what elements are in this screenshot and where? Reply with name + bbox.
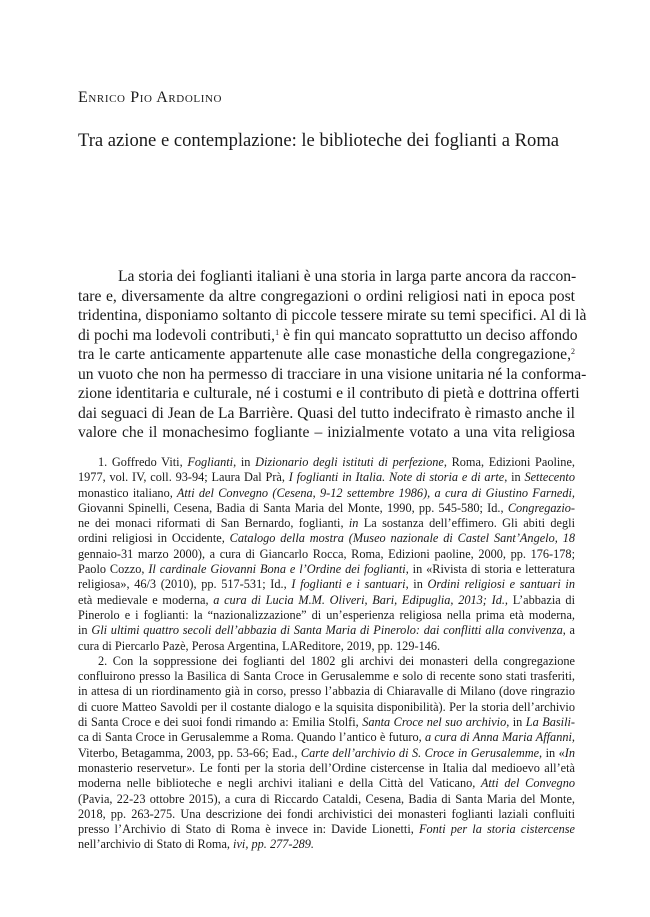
italic-text: Gli ultimi quattro secoli dell’abbazia di Santa Maria di Pinerolo: dai conflitti alla convivenza bbox=[91, 623, 563, 638]
body-line: tridentina, disponiamo soltanto di piccole tessere mirate su temi specifici. Al di là bbox=[78, 307, 587, 324]
footnote-text: , in bbox=[506, 715, 526, 730]
footnote-text: ordini religiosi in Occidente bbox=[78, 531, 222, 546]
footnote-ref-2[interactable]: 2 bbox=[571, 347, 575, 356]
footnote-line bbox=[78, 837, 575, 852]
italic-text: Dizionario degli istituti di perfezione bbox=[255, 455, 444, 469]
italic-text: Santa Croce nel suo archivio bbox=[362, 715, 507, 730]
footnote-text: nell’archivio di Stato di Roma bbox=[78, 837, 227, 852]
footnote-text: monastico italiano bbox=[78, 485, 170, 500]
footnote-text: , in bbox=[233, 455, 256, 469]
footnote-text: in bbox=[78, 623, 92, 638]
footnote-text: in attesa di un riordinamento già in corso, presso l’abbazia di Chiaravalle di Milano (dove ringrazio bbox=[78, 684, 575, 699]
article-title: Tra azione e contemplazione: le biblioteche dei foglianti a Roma bbox=[78, 130, 560, 151]
footnote-line bbox=[78, 455, 575, 470]
footnote-line bbox=[78, 531, 575, 546]
footnote-text: presso l’Archivio di Stato di Roma è invece in: Davide Lionetti, bbox=[78, 822, 419, 837]
italic-text: , a cura di Anna Maria Affanni, bbox=[418, 730, 575, 745]
footnote-line bbox=[78, 761, 575, 776]
body-line bbox=[78, 345, 575, 365]
footnote-text: 2018, pp. 263-275. Una descrizione dei fondi archivistici dei monasteri foglianti laziali confluiti bbox=[78, 806, 575, 821]
body-line-text: tra le carte anticamente appartenute alle case monastiche della congregazione, bbox=[78, 346, 571, 363]
footnote-text: Viterbo, Betagamma, 2003, pp. 53-66; Ead., bbox=[78, 745, 301, 760]
footnote-line bbox=[78, 746, 575, 761]
footnote-text: età medievale e moderna bbox=[78, 592, 206, 607]
footnote-line bbox=[78, 623, 575, 638]
footnote-text: monasterio reservetur bbox=[78, 760, 187, 775]
italic-text: Settecento bbox=[524, 470, 575, 485]
footnote-ref-1[interactable]: 1 bbox=[275, 327, 280, 337]
footnote-line bbox=[78, 776, 575, 791]
footnote-line bbox=[78, 715, 575, 730]
author-name: Enrico Pio Ardolino bbox=[78, 89, 223, 106]
footnote-line bbox=[78, 501, 575, 516]
body-line: un vuoto che non ha permesso di tracciare in una visione unitaria né la conforma- bbox=[78, 365, 587, 383]
footnote-text: cura di Piercarlo Pazè, Perosa Argentina, LAReditore, 2019, pp. 129-146. bbox=[78, 638, 441, 653]
footnote-1 bbox=[78, 455, 575, 654]
body-line: dai seguaci di Jean de La Barrière. Quasi del tutto indecifrato è rimasto anche il bbox=[78, 404, 575, 422]
italic-text: Congregazio- bbox=[507, 500, 575, 515]
footnote-line bbox=[78, 608, 575, 623]
footnote-text: Le fonti per la storia dell’Ordine cistercense in Italia dal medioevo all’età bbox=[199, 760, 575, 775]
body-paragraph bbox=[78, 267, 587, 443]
italic-text: ». bbox=[186, 760, 200, 775]
footnote-line bbox=[78, 730, 575, 745]
footnote-text: di cuore Matteo Savoldi per il costante dialogo e la squisita disponibilità). Per la storia dell’archivio bbox=[78, 699, 575, 714]
italic-text: Foglianti bbox=[187, 455, 234, 469]
footnote-line bbox=[78, 547, 575, 562]
body-line bbox=[78, 326, 578, 346]
italic-text: , ivi, pp. 277-289. bbox=[226, 837, 314, 852]
footnote-text: Giovanni Spinelli, Cesena, Badia di Santa Maria del Monte, 1990, pp. 545-580; Id., bbox=[78, 500, 508, 515]
footnote-line bbox=[78, 593, 575, 608]
italic-text: , bbox=[571, 607, 575, 622]
footnote-line bbox=[78, 562, 575, 577]
footnote-line bbox=[78, 822, 575, 837]
footnote-line bbox=[78, 486, 575, 501]
footnote-2 bbox=[78, 654, 575, 853]
italic-text: Ordini religiosi e santuari in bbox=[427, 577, 575, 592]
footnote-text: religiosa», 46/3 (2010), pp. 517-531; Id., bbox=[78, 577, 292, 592]
footnote-text: Paolo Cozzo, bbox=[78, 562, 149, 577]
italic-text: , in bbox=[340, 516, 364, 531]
footnote-line bbox=[78, 807, 575, 822]
footnote-text: 2. Con la soppressione dei foglianti del 1802 gli archivi dei monasteri della congregazione bbox=[98, 653, 575, 668]
footnote-text: confluirono presso la Basilica di Santa Croce in Gerusalemme e solo di recente sono stati trasferiti, bbox=[78, 669, 575, 684]
italic-text: , Atti del Convegno (Cesena, 9-12 settembre 1986), a cura di Giustino Farnedi, bbox=[169, 485, 575, 500]
footnote-line bbox=[78, 639, 575, 654]
footnote-text: (Pavia, 22-23 ottobre 2015), a cura di Riccardo Cataldi, Cesena, Badia di Santa Maria del Monte, bbox=[78, 791, 575, 806]
footnote-text: La sostanza dell’effimero. Gli abiti degli bbox=[363, 516, 575, 531]
footnote-line bbox=[78, 654, 575, 669]
italic-text: La Basili- bbox=[525, 715, 575, 730]
body-line: valore che il monachesimo fogliante – inizialmente votato a una vita religiosa bbox=[78, 424, 575, 441]
footnote-line bbox=[78, 669, 575, 684]
body-line: tare e, diversamente da altre congregazioni o ordini religiosi nati in epoca post bbox=[78, 287, 575, 305]
body-line: zione identitaria e culturale, né i costumi e il contributo di pietà e dottrina offerti bbox=[78, 385, 580, 402]
footnote-text: di Santa Croce e dei suoi fondi rimando a: Emilia Stolfi, bbox=[78, 715, 363, 730]
footnote-text: ca di Santa Croce in Gerusalemme a Roma. Quando l’antico è futuro bbox=[78, 730, 419, 745]
italic-text: , Atti del Convegno bbox=[472, 776, 575, 791]
footnote-line bbox=[78, 684, 575, 699]
italic-text: Il cardinale Giovanni Bona e l’Ordine dei foglianti bbox=[148, 562, 406, 577]
body-line-text: è fin qui mancato soprattutto un deciso affondo bbox=[279, 326, 578, 344]
footnote-line bbox=[78, 700, 575, 715]
footnote-line bbox=[78, 516, 575, 531]
footnote-text: , in « bbox=[539, 745, 565, 760]
footnote-text: , in «Rivista di storia e letteratura bbox=[405, 562, 575, 577]
footnote-text: , in bbox=[504, 470, 525, 485]
footnote-line bbox=[78, 792, 575, 807]
body-line-text: di pochi ma lodevoli contributi, bbox=[78, 326, 276, 344]
body-line: La storia dei foglianti italiani è una storia in larga parte ancora da raccon- bbox=[118, 268, 577, 285]
italic-text: Fonti per la storia cistercense bbox=[418, 822, 575, 837]
footnote-text: Pinerolo e i foglianti: la “nazionalizzazione” di un’esperienza religiosa nella prima età moderna bbox=[78, 607, 572, 622]
footnote-text: 1. Goffredo Viti, bbox=[98, 455, 188, 469]
footnote-text: moderna nelle biblioteche e negli archivi italiani e della Città del Vaticano bbox=[78, 776, 473, 791]
italic-text: I foglianti e i santuari bbox=[291, 577, 406, 592]
footnotes bbox=[78, 455, 575, 853]
footnote-line bbox=[78, 577, 575, 592]
footnote-text: , in bbox=[405, 577, 428, 592]
footnote-text: , a bbox=[562, 623, 575, 638]
footnote-text: 1977, vol. IV, coll. 93-94; Laura Dal Prà, bbox=[78, 470, 289, 485]
italic-text: I foglianti in Italia. Note di storia e di arte bbox=[288, 470, 505, 485]
italic-text: In bbox=[564, 745, 575, 760]
footnote-text: , Roma, Edizioni Paoline, bbox=[443, 455, 575, 469]
italic-text: Carte dell’archivio di S. Croce in Gerusalemme bbox=[300, 745, 540, 760]
italic-text: , Catalogo della mostra (Museo nazionale di Castel Sant’Angelo, 18 bbox=[221, 531, 575, 546]
footnote-text: gennaio-31 marzo 2000), a cura di Giancarlo Rocca, Roma, Edizioni paoline, 2000, pp. 176-178; bbox=[78, 546, 575, 561]
footnote-text: ne dei monaci riformati di San Bernardo, foglianti bbox=[78, 516, 341, 531]
italic-text: , a cura di Lucia M.M. Oliveri, Bari, Edipuglia, 2013; Id., bbox=[205, 592, 513, 607]
footnote-text: L’abbazia di bbox=[512, 592, 575, 607]
footnote-line bbox=[78, 470, 575, 485]
